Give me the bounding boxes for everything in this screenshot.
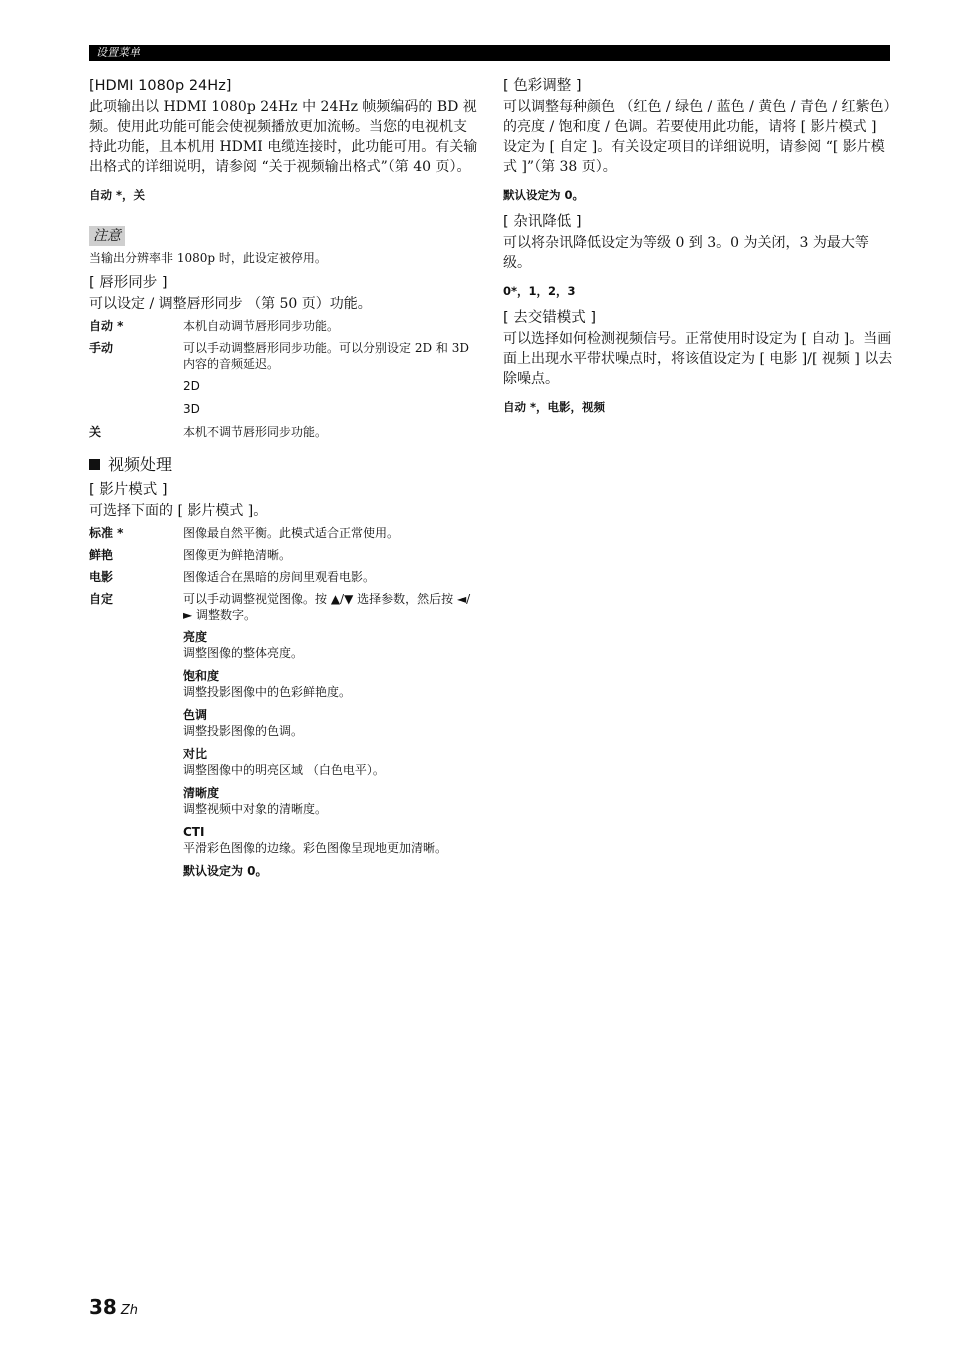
param-name: 清晰度	[183, 786, 220, 800]
option-desc: 图像更为鲜艳清晰。	[183, 548, 292, 562]
param-desc: 平滑彩色图像的边缘。彩色图像呈现地更加清晰。	[183, 841, 448, 855]
option-desc: 本机自动调节唇形同步功能。	[183, 319, 340, 333]
lipsync-row-manual	[89, 340, 479, 372]
param-desc: 调整投影图像中的色彩鲜艳度。	[183, 685, 352, 699]
hdmi-1080p-options: 自动 *，关	[89, 188, 146, 202]
param-item	[183, 746, 479, 778]
lipsync-sub-3d: 3D	[183, 402, 200, 416]
lipsync-sub-2d: 2D	[183, 379, 200, 393]
left-column	[89, 76, 479, 879]
square-bullet-icon	[89, 459, 100, 470]
picture-mode-options	[89, 525, 479, 879]
header-bar	[89, 45, 890, 61]
param-name: 色调	[183, 708, 208, 722]
right-column	[503, 76, 893, 416]
language-code: Zh	[120, 1303, 138, 1318]
option-desc: 图像最自然平衡。此模式适合正常使用。	[183, 526, 400, 540]
custom-parameters	[183, 629, 479, 879]
lipsync-row-auto	[89, 318, 479, 334]
hdmi-1080p-description: 此项输出以 HDMI 1080p 24Hz 中 24Hz 帧频编码的 BD 视频。使用此功能可能会使视频播放更加流畅。当您的电视机支持此功能，且本机用 HDMI 电缆连接时，此功能可用。有关输出格式的详细说明，请参阅 “关于视频输出格式”（第 40 页）。	[89, 99, 478, 175]
param-name: 对比	[183, 747, 208, 761]
option-term: 标准 *	[89, 526, 124, 540]
picture-mode-description: 可选择下面的 [ 影片模式 ]。	[89, 503, 268, 519]
picture-mode-heading: [ 影片模式 ]	[89, 482, 168, 498]
deinterlace-heading: [ 去交错模式 ]	[503, 310, 597, 326]
lipsync-description: 可以设定 / 调整唇形同步 （第 50 页）功能。	[89, 296, 372, 312]
param-name: 饱和度	[183, 669, 220, 683]
page-number	[89, 1295, 138, 1319]
lipsync-heading: [ 唇形同步 ]	[89, 275, 168, 291]
lipsync-row-off	[89, 424, 479, 440]
picture-mode-row	[89, 569, 479, 585]
option-desc: 可以手动调整视觉图像。按 ▲/▼ 选择参数，然后按 ◄/► 调整数字。	[183, 592, 471, 622]
note-label: 注意	[89, 226, 125, 246]
video-processing-heading	[89, 454, 479, 476]
video-processing-title: 视频处理	[108, 455, 173, 474]
param-desc: 调整图像中的明亮区域 （白色电平）。	[183, 763, 385, 777]
param-desc: 调整视频中对象的清晰度。	[183, 802, 328, 816]
option-term: 鲜艳	[89, 548, 114, 562]
param-item	[183, 824, 479, 856]
param-name: 亮度	[183, 630, 208, 644]
option-desc: 图像适合在黑暗的房间里观看电影。	[183, 570, 376, 584]
param-item	[183, 668, 479, 700]
param-name: CTI	[183, 825, 205, 839]
lipsync-options	[89, 318, 479, 440]
color-adjust-description: 可以调整每种颜色 （红色 / 绿色 / 蓝色 / 黄色 / 青色 / 红紫色）的亮度 / 饱和度 / 色调。若要使用此功能，请将 [ 影片模式 ] 设定为 [ 自定 ]。有关设定项目的详细说明，请参阅 “[ 影片模式 ]”（第 38 页）。	[503, 99, 891, 175]
picture-mode-row	[89, 525, 479, 541]
option-term: 手动	[89, 341, 114, 355]
option-term: 自动 *	[89, 319, 124, 333]
param-desc: 调整投影图像的色调。	[183, 724, 304, 738]
page-number-value: 38	[89, 1295, 117, 1319]
deinterlace-options: 自动 *，电影，视频	[503, 400, 606, 414]
hdmi-1080p-heading: [HDMI 1080p 24Hz]	[89, 78, 232, 94]
picture-mode-default: 默认设定为 0。	[183, 864, 268, 878]
param-desc: 调整图像的整体亮度。	[183, 646, 304, 660]
noise-reduction-description: 可以将杂讯降低设定为等级 0 到 3。0 为关闭，3 为最大等级。	[503, 235, 869, 271]
picture-mode-row	[89, 591, 479, 623]
option-desc: 本机不调节唇形同步功能。	[183, 425, 328, 439]
noise-reduction-options: 0*，1，2，3	[503, 284, 576, 298]
color-adjust-heading: [ 色彩调整 ]	[503, 78, 582, 94]
param-item	[183, 785, 479, 817]
param-item	[183, 707, 479, 739]
section-title: 设置菜单	[96, 46, 140, 59]
note-text: 当输出分辨率非 1080p 时，此设定被停用。	[89, 251, 327, 265]
option-term: 关	[89, 425, 102, 439]
picture-mode-row	[89, 547, 479, 563]
noise-reduction-heading: [ 杂讯降低 ]	[503, 214, 582, 230]
option-term: 电影	[89, 570, 114, 584]
color-adjust-default: 默认设定为 0。	[503, 188, 585, 202]
deinterlace-description: 可以选择如何检测视频信号。正常使用时设定为 [ 自动 ]。当画面上出现水平带状噪点时，将该值设定为 [ 电影 ]/[ 视频 ] 以去除噪点。	[503, 331, 893, 387]
option-desc: 可以手动调整唇形同步功能。可以分别设定 2D 和 3D 内容的音频延迟。	[183, 341, 469, 371]
param-item	[183, 629, 479, 661]
option-term: 自定	[89, 592, 114, 606]
